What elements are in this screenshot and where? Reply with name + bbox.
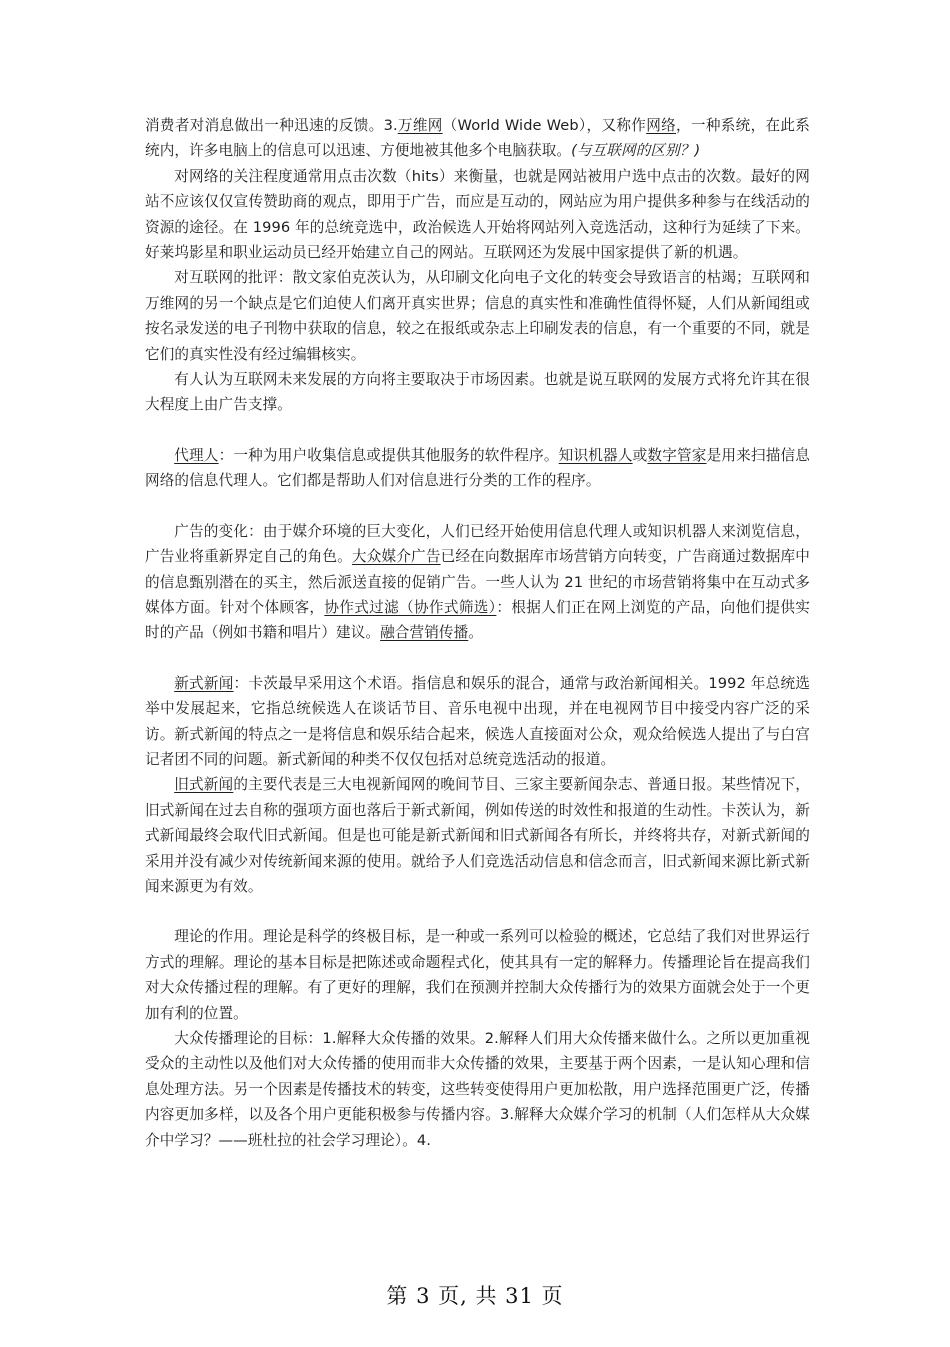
text-run: ：根据人们正在网上浏览的产品，向他们提供实时的产品（例如书籍和唱片）建议。 [145,598,810,642]
text-run: 广告的变化：由于媒介环境的巨大变化，人们已经开始使用信息代理人或知识机器人来浏览信息，广告业将重新界定自己的角色。 [145,522,810,566]
term-mass-media-advertising: 大众媒介广告 [351,548,441,566]
text-run: 已经在向数据库市场营销方向转变，广告商通过数据库中的信息甄别潜在的买主，然后派送直接的促销广告。一些人认为 21 世纪的市场营销将集中在互动式多媒体方面。针对个体顾客， [145,548,811,616]
paragraph-gap [145,418,810,443]
term-collaborative-filtering: 协作式过滤（协作式筛选） [324,598,497,616]
term-old-news: 旧式新闻 [174,776,234,794]
text-run: 或 [632,446,648,464]
paragraph-old-news [145,772,810,899]
paragraph-gap [145,494,810,519]
paragraph-advertising-change [145,519,810,646]
text-run: ：卡茨最早采用这个术语。指信息和娱乐的混合，通常与政治新闻相关。1992 年总统选举中发展起来，它指总统候选人在谈话节目、音乐电视中出现，并在电视网节目中接受内容广泛的采访。新式新闻的特点之一是将信息和娱乐结合起来，候选人直接面对公众，观众给候选人提出了与白宫记者团不同的问题。新式新闻的种类不仅仅包括对总统竞选活动的报道。 [145,674,810,768]
paragraph-agent [145,443,810,494]
text-run: （World Wide Web），又称作 [442,117,647,134]
paragraph-gap [145,646,810,671]
paragraph-role-of-theory: 理论的作用。理论是科学的终极目标，是一种或一系列可以检验的概述，它总结了我们对世界运行方式的理解。理论的基本目标是把陈述或命题程式化，使其具有一定的解释力。传播理论旨在提高我们对大众传播过程的理解。有了更好的理解，我们在预测并控制大众传播行为的效果方面就会处于一个更加有利的位置。 [145,928,810,1022]
page-number-footer: 第 3 页, 共 31 页 [386,1284,564,1308]
term-world-wide-web: 万维网 [397,117,443,134]
text-run: 的主要代表是三大电视新闻网的晚间节目、三家主要新闻杂志、普通日报。某些情况下，旧式新闻在过去自称的强项方面也落后于新式新闻，例如传送的时效性和报道的生动性。卡茨认为，新式新闻最终会取代旧式新闻。但是也可能是新式新闻和旧式新闻各有所长，并终将共存，对新式新闻的采用并没有减少对传统新闻来源的使用。就给予人们竞选活动信息和信念而言，旧式新闻来源比新式新闻来源更为有效。 [145,776,810,895]
paragraph-theory-goals: 大众传播理论的目标：1.解释大众传播的效果。2.解释人们用大众传播来做什么。之所以更加重视受众的主动性以及他们对大众传播的使用而非大众传播的效果，主要基于两个因素，一是认知心理和信息处理方法。另一个因素是传播技术的转变，这些转变使得用户更加松散，用户选择范围更广泛，传播内容更加多样，以及各个用户更能积极参与传播内容。3.解释大众媒介学习的机制（人们怎样从大众媒介中学习？——班杜拉的社会学习理论）。4. [145,1030,810,1149]
paragraph-new-news [145,671,810,773]
paragraph-hits: 对网络的关注程度通常用点击次数（hits）来衡量，也就是网站被用户选中点击的次数。最好的网站不应该仅仅宣传赞助商的观点，即用于广告，而应是互动的，网站应为用户提供多种参与在线活动的资源的途径。在 1996 年的总统竞选中，政治候选人开始将网站列入竞选活动，这种行为延续了下来。好莱坞影星和职业运动员已经开始建立自己的网站。互联网还为发展中国家提供了新的机遇。 [145,167,810,262]
page-body [145,113,810,1153]
term-new-news: 新式新闻 [174,674,234,692]
paragraph-internet-future: 有人认为互联网未来发展的方向将主要取决于市场因素。也就是说互联网的发展方式将允许其在很大程度上由广告支撑。 [145,371,810,414]
term-agent: 代理人 [174,446,219,464]
text-run: 。 [468,624,483,642]
text-run: ：一种为用户收集信息或提供其他服务的软件程序。 [218,446,559,464]
term-knowbot: 知识机器人 [558,446,633,464]
term-network: 网络 [646,117,677,134]
term-digital-butler: 数字管家 [647,446,707,464]
handwritten-note: (与互联网的区别？) [571,142,701,160]
text-run: ，一种系统，在此系统内，许多电脑上的信息可以迅速、方便地被其他多个电脑获取。 [145,117,810,160]
paragraph-internet-criticism: 对互联网的批评：散文家伯克茨认为，从印刷文化向电子文化的转变会导致语言的枯竭；互联网和万维网的另一个缺点是它们迫使人们离开真实世界；信息的真实性和准确性值得怀疑，人们从新闻组或按名录发送的电子刊物中获取的信息，较之在报纸或杂志上印刷发表的信息，有一个重要的不同，就是它们的真实性没有经过编辑核实。 [145,269,810,363]
text-run: 是用来扫描信息网络的信息代理人。它们都是帮助人们对信息进行分类的工作的程序。 [145,446,810,490]
text-run: 消费者对消息做出一种迅速的反馈。3. [145,117,398,134]
paragraph-gap [145,899,810,924]
term-integrated-marketing-communication: 融合营销传播 [380,624,469,642]
paragraph-world-wide-web [145,113,810,164]
